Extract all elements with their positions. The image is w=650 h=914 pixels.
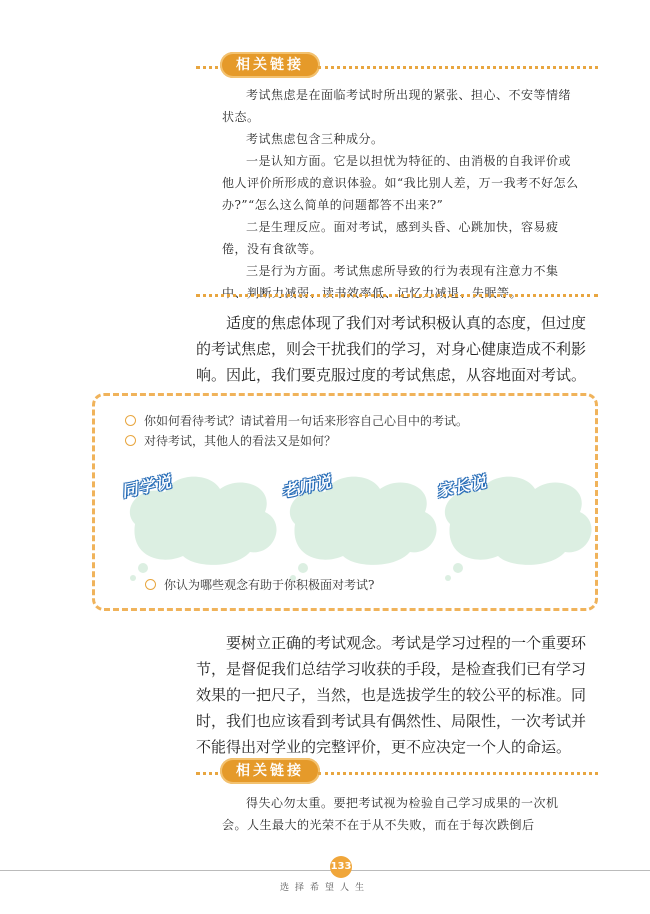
body-paragraph: 适度的焦虑体现了我们对考试积极认真的态度，但过度的考试焦虑，则会干扰我们的学习，对身心健康造成不利影响。因此，我们要克服过度的考试焦虑，从容地面对考试。 bbox=[196, 314, 587, 384]
related-link-paragraph: 考试焦虑是在面临考试时所出现的紧张、担心、不安等情绪状态。 bbox=[222, 88, 572, 124]
book-title: 选择希望人生 bbox=[279, 883, 370, 893]
related-link-paragraph: 二是生理反应。面对考试，感到头昏、心跳加快，容易疲倦，没有食欲等。 bbox=[222, 220, 559, 256]
related-link-body bbox=[222, 84, 580, 304]
related-link-paragraph: 一是认知方面。它是以担忧为特征的、由消极的自我评价或他人评价所形成的意识体验。如“我比别人差，万一我考不好怎么办?”“怎么这么简单的问题都答不出来?” bbox=[222, 154, 579, 212]
circle-bullet-icon bbox=[125, 435, 136, 446]
cloud-label-teachers: 老师说 bbox=[279, 471, 334, 502]
body-paragraph-2 bbox=[196, 630, 600, 760]
circle-bullet-icon bbox=[145, 579, 156, 590]
related-link-badge: 相关链接 bbox=[220, 758, 320, 784]
related-link-paragraph: 三是行为方面。考试焦虑所导致的行为表现有注意力不集中、判断力减弱、读书效率低、记忆力减退、失眠等。 bbox=[222, 264, 559, 300]
related-link-divider-bottom bbox=[196, 294, 598, 297]
activity-question-2: 对待考试，其他人的看法又是如何？ bbox=[125, 432, 336, 450]
page-number: 133 bbox=[330, 856, 352, 878]
related-link-badge: 相关链接 bbox=[220, 52, 320, 78]
cloud-label-classmates: 同学说 bbox=[119, 471, 174, 502]
related-link-divider-top bbox=[318, 772, 598, 775]
activity-question-3: 你认为哪些观念有助于你积极面对考试? bbox=[145, 576, 374, 594]
related-link-divider-top bbox=[318, 66, 598, 69]
footer-divider bbox=[0, 870, 650, 871]
related-link-paragraph: 考试焦虑包含三种成分。 bbox=[246, 132, 384, 146]
related-link-body bbox=[222, 792, 580, 836]
circle-bullet-icon bbox=[125, 415, 136, 426]
activity-box bbox=[92, 393, 598, 611]
body-paragraph: 要树立正确的考试观念。考试是学习过程的一个重要环节，是督促我们总结学习收获的手段，是检查我们已有学习效果的一把尺子，当然，也是选拔学生的较公平的标准。同时，我们也应该看到考试具有偶然性、局限性，一次考试并不能得出对学业的完整评价，更不应决定一个人的命运。 bbox=[196, 634, 587, 756]
cloud-label-parents: 家长说 bbox=[434, 471, 489, 502]
related-link-paragraph: 得失心勿太重。要把考试视为检验自己学习成果的一次机会。人生最大的光荣不在于从不失败，而在于每次跌倒后 bbox=[222, 796, 559, 832]
activity-question-1: 你如何看待考试？请试着用一句话来形容自己心目中的考试。 bbox=[125, 412, 468, 430]
body-paragraph-1 bbox=[196, 310, 600, 388]
